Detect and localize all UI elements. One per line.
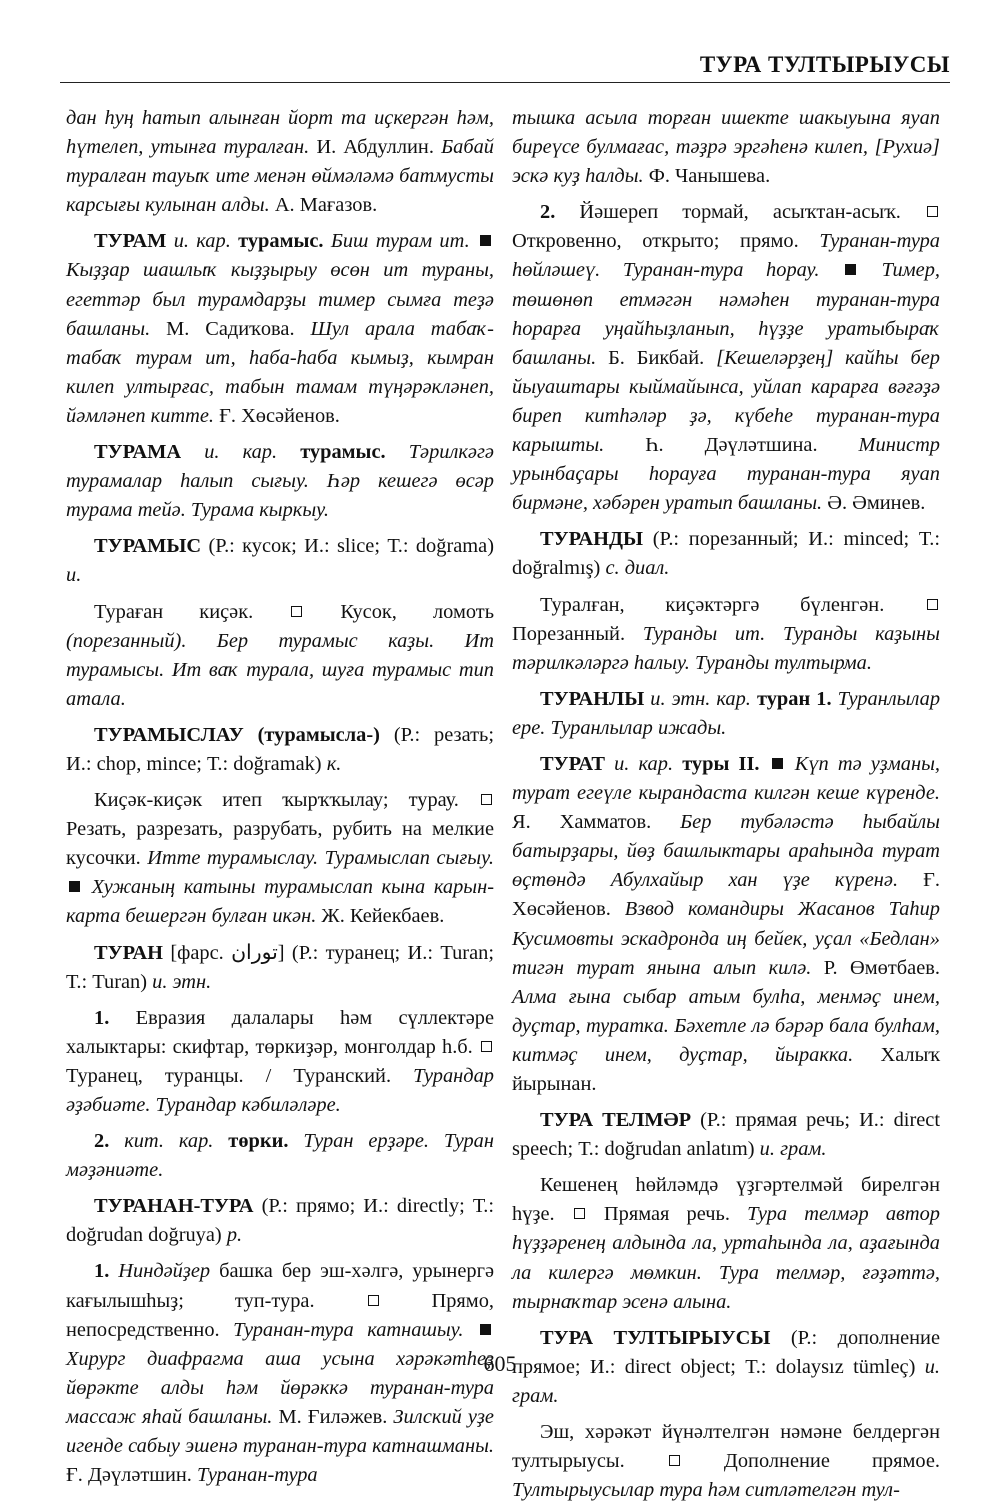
- definition-text: Ғ. Хөсәйенов.: [512, 869, 940, 921]
- filled-square-icon: [69, 881, 80, 892]
- definition-text: башка бер эш-хәлгә, урынергә кағылышһыҙ; туп-тура.: [66, 1260, 494, 1312]
- headword-text: ТУРАМЫСЛАУ (турамысла-): [94, 723, 394, 746]
- dictionary-paragraph: [66, 104, 494, 220]
- example-text: дан һуң һатып алынған йорт та иҫкергән һәм, һүтелеп, утынға туралған.: [66, 107, 494, 159]
- definition-text: Киҫәк-киҫәк итеп ҡырҡҡылау; турау.: [94, 789, 479, 812]
- left-column: [66, 104, 494, 1497]
- example-text: Туранды ит. Туранды каҙыны тәрилкәләргә һалыу. Туранды тултырма.: [512, 622, 940, 674]
- example-text: Тура телмәр автор һүҙҙәренең алдында ла, уртаһында ла, аҙағында ла килергә мөмкин. Тура телмәр, ғәҙәттә, тырнаҡтар эсенә алына.: [512, 1203, 940, 1313]
- definition-text: Халыҡ йырынан.: [512, 1043, 940, 1095]
- open-square-icon: [927, 599, 938, 610]
- dictionary-paragraph: [512, 104, 940, 191]
- definition-text: Дополнение прямое.: [681, 1450, 940, 1473]
- filled-square-icon: [480, 235, 491, 246]
- dictionary-paragraph: [66, 1192, 494, 1250]
- headword-text: 2.: [94, 1130, 125, 1153]
- dictionary-paragraph: [512, 198, 940, 518]
- definition-text: (Р.: порезанный; И.: minced; Т.: doğralmış): [512, 528, 941, 580]
- example-text: и. этн.: [152, 970, 212, 993]
- page-number: 605: [483, 1351, 517, 1376]
- dictionary-paragraph: [66, 1127, 494, 1185]
- definition-text: (Р.: прямая речь; И.: direct speech; Т.: doğrudan anlatım): [512, 1109, 940, 1161]
- example-text: Туран ерҙәре. Туран мәҙәниәте.: [66, 1130, 494, 1182]
- headword-text: ТУРАНЛЫ: [540, 687, 651, 710]
- definition-text: Кешенең һөйләмдә үҙгәртелмәй бирелгән һүҙе.: [512, 1174, 940, 1226]
- definition-text: Ф. Чанышева.: [648, 165, 771, 188]
- definition-text: (Р.: резать; И.: chop, mince; Т.: doğramak): [66, 723, 494, 775]
- headword-text: 2.: [540, 201, 580, 224]
- dictionary-paragraph: [66, 532, 494, 590]
- example-text: (порезанный). Бер турамыс каҙы. Ит турамысы. Ит ваҡ турала, шуға турамыс тип атала.: [66, 629, 494, 710]
- definition-text: Ғ. Дәүләтшин.: [66, 1464, 197, 1487]
- definition-text: Тураған киҫәк.: [94, 600, 290, 623]
- headword-text: турамыс.: [300, 441, 409, 464]
- definition-text: (Р.: прямо; И.: directly; Т.: doğrudan doğruya): [66, 1195, 495, 1247]
- running-header: [60, 38, 950, 83]
- headword-text: ТУРАНДЫ: [540, 528, 653, 551]
- example-text: Туранан-тура: [197, 1464, 318, 1487]
- definition-text: Туралған, киҫәктәргә бүленгән.: [540, 593, 925, 616]
- definition-text: Кусок, ломоть: [304, 600, 494, 623]
- example-text: Министр урынбаҫары һорауға туранан-тура яуап бирмәне, хәбәрен уратып башланы.: [512, 434, 940, 515]
- example-text: и. грам.: [759, 1138, 827, 1161]
- dictionary-paragraph: [66, 227, 494, 431]
- example-text: Туранлылар ере. Туранлылар ижады.: [512, 687, 941, 739]
- example-text: и. кар.: [614, 752, 683, 775]
- open-square-icon: [368, 1295, 379, 1306]
- headword-text: төрки.: [228, 1130, 304, 1153]
- dictionary-paragraph: [66, 438, 494, 525]
- dictionary-paragraph: [512, 685, 940, 743]
- example-text: Тимер, төшөнөп етмәгән нәмәһен туранан-тура һорарға уңайһыҙланып, һүҙҙе уратыбыраҡ башланы.: [512, 259, 940, 369]
- definition-text: Я. Хамматов.: [512, 811, 681, 834]
- dictionary-paragraph: [512, 1171, 940, 1316]
- definition-text: А. Мағазов.: [274, 194, 378, 217]
- example-text: Күп тә уҙманы, турат егеүле кырандаста килгән кеше күренде.: [512, 752, 940, 805]
- open-square-icon: [291, 606, 302, 617]
- open-square-icon: [574, 1208, 585, 1219]
- definition-text: (Р.: дополнение прямое; И.: direct object; Т.: dolaysız tümleç): [512, 1326, 940, 1378]
- example-text: и. кар.: [173, 230, 239, 253]
- example-text: Хирург диафрагма аша усына хәрәкәтһеҙ йөрәкте алды һәм йөрәккә туранан-тура массаж яһай башланы.: [66, 1347, 494, 1428]
- right-column: [512, 104, 940, 1512]
- example-text: тышка асыла торған ишекте шакыуына яуап биреүсе булмағас, тәҙрә эргәһенә килеп, [Рухиә] эскә куҙ һалды.: [512, 107, 940, 188]
- definition-text: Откровенно, открыто; прямо.: [512, 230, 820, 253]
- definition-text: Прямо, непосредственно.: [66, 1289, 494, 1341]
- dictionary-paragraph: [512, 1106, 940, 1164]
- filled-square-icon: [845, 264, 856, 275]
- headword-text: ТУРАН: [94, 941, 171, 964]
- definition-text: Порезанный.: [512, 622, 643, 645]
- dictionary-paragraph: [512, 750, 940, 1099]
- open-square-icon: [481, 794, 492, 805]
- definition-text: Р. Өмөтбаев.: [823, 956, 940, 979]
- example-text: и. этн. кар.: [650, 687, 757, 710]
- filled-square-icon: [480, 1324, 491, 1335]
- open-square-icon: [481, 1041, 492, 1052]
- example-text: р.: [226, 1224, 243, 1247]
- example-text: Ниндәйҙер: [118, 1260, 220, 1283]
- example-text: Зилский уҙе игенде сабыу эшенә туранан-тура катнашманы.: [66, 1405, 494, 1458]
- definition-text: И. Абдуллин.: [316, 136, 442, 159]
- dictionary-paragraph: [512, 525, 940, 583]
- dictionary-paragraph: [66, 1004, 494, 1120]
- headword-text: ТУРАМА: [94, 441, 205, 464]
- dictionary-paragraph: [66, 939, 494, 997]
- example-text: Турандар әҙәбиәте. Турандар кәбиләләре.: [66, 1064, 494, 1116]
- headword-text: ТУРА ТУЛТЫРЫУСЫ: [540, 1326, 791, 1349]
- definition-text: Б. Бикбай.: [608, 346, 717, 369]
- open-square-icon: [669, 1455, 680, 1466]
- definition-text: М. Садиҡова.: [166, 317, 311, 340]
- example-text: Кыҙҙар шашлыҡ кыҙҙырыу өсөн ит тураны, егеттәр был турамдарҙы тимер сымға теҙә башланы.: [66, 259, 494, 340]
- example-text: Хужаның катыны турамыслап кына карын-карта бешергән булған икән.: [66, 876, 494, 928]
- definition-text: Ж. Кейекбаев.: [321, 905, 445, 928]
- example-text: Бер тубәләстә һыбайлы батырҙары, йөҙ башлыктары араһында турат өҫтөндә Абулхайыр хан үҙе күренә.: [512, 811, 940, 892]
- filled-square-icon: [772, 758, 783, 769]
- definition-text: Прямая речь.: [586, 1203, 748, 1226]
- example-text: Тултырыусылар тура һәм ситләтелгән тул-: [512, 1479, 900, 1502]
- definition-text: Йәшереп тормай, асыҡтан-асыҡ.: [579, 201, 926, 224]
- example-text: и.: [66, 564, 82, 587]
- definition-text: (Р.: кусок; И.: slice; Т.: doğrama): [208, 535, 494, 558]
- definition-text: Ә. Әминев.: [827, 492, 926, 515]
- example-text: и. кар.: [204, 441, 301, 464]
- open-square-icon: [927, 206, 938, 217]
- definition-text: [фарс. توران] (Р.: туранец; И.: Turan; Т.: Turan): [66, 941, 494, 993]
- headword-text: ТУРАТ: [540, 752, 615, 775]
- headword-text: ТУРА ТЕЛМӘР: [540, 1109, 701, 1132]
- definition-text: Резать, разрезать, разрубать, рубить на мелкие кусочки.: [66, 818, 494, 870]
- headword-text: туран 1.: [756, 687, 838, 710]
- headword-text: 1.: [94, 1260, 119, 1283]
- example-text: Алма ғына сыбар атым булһа, менмәҫ инем, дуҫтар, тураткa. Бәхетле лә бәрәр бала булһам, китмәҫ инем, дуҫтар, йыракка.: [512, 985, 940, 1066]
- example-text: Биш турам ит.: [330, 230, 477, 253]
- definition-text: М. Ғиләжев.: [278, 1405, 394, 1428]
- example-text: к.: [326, 752, 342, 775]
- example-text: Тәрилкәгә турамалар һалып сығыу. Һәр кешегә өсәр турама тейә. Турама кыркыу.: [66, 441, 494, 522]
- header-title: ТУРА ТУЛТЫРЫУСЫ: [699, 52, 950, 77]
- example-text: Туранан-тура катнашыу.: [233, 1318, 477, 1341]
- dictionary-paragraph: [512, 591, 940, 678]
- example-text: кит. кар.: [124, 1130, 229, 1153]
- example-text: с. диал.: [605, 557, 670, 580]
- headword-text: ТУРАНАН-ТУРА: [94, 1195, 262, 1218]
- example-text: Итте турамыслау. Турамыслап сығыу.: [147, 847, 494, 870]
- headword-text: турамыс.: [238, 230, 331, 253]
- example-text: [Кешеләрҙең] кайһы бер йыуаштары кыймайынса, уйлап карарға вәғәҙә биреп китһәләр ҙә, күбеһе туранан-тура карышты.: [512, 346, 940, 457]
- headword-text: ТУРАМЫС: [94, 535, 209, 558]
- dictionary-paragraph: [66, 786, 494, 931]
- dictionary-paragraph: [66, 721, 494, 779]
- example-text: Взвод командиры Жасанов Таһир Кусимовты эскадронда иң бейек, уҫал «Бедлан» тигән турат янына алып килә.: [512, 898, 940, 979]
- example-text: Бабай туралған тауыҡ ите менән өймәләмә батмусты карсығы кулынан алды.: [66, 136, 494, 217]
- definition-text: Евразия далалары һәм сүллектәре халыктары: скифтар, төркиҙәр, монголдар һ.б.: [66, 1006, 494, 1058]
- example-text: и. грам.: [512, 1355, 940, 1407]
- dictionary-paragraph: [66, 598, 494, 714]
- example-text: Шул арала табаҡ-табаҡ турам ит, һаба-һаба кымыҙ, кымран килеп ултырғас, табын тамам түңәрәкләнеп, йәмләнеп китте.: [66, 317, 494, 427]
- headword-text: 1.: [94, 1006, 136, 1029]
- definition-text: Эш, хәрәкәт йүнәлтелгән нәмәне белдергән тултырыусы.: [512, 1421, 940, 1473]
- headword-text: ТУРАМ: [94, 230, 174, 253]
- definition-text: Туранец, туранцы. / Туранский.: [66, 1064, 414, 1087]
- headword-text: туры II.: [682, 752, 769, 775]
- definition-text: Һ. Дәүләтшина.: [645, 434, 859, 457]
- example-text: Туранан-тура һөйләшеү. Туранан-тура һорау.: [512, 230, 940, 282]
- definition-text: Ғ. Хөсәйенов.: [219, 404, 340, 427]
